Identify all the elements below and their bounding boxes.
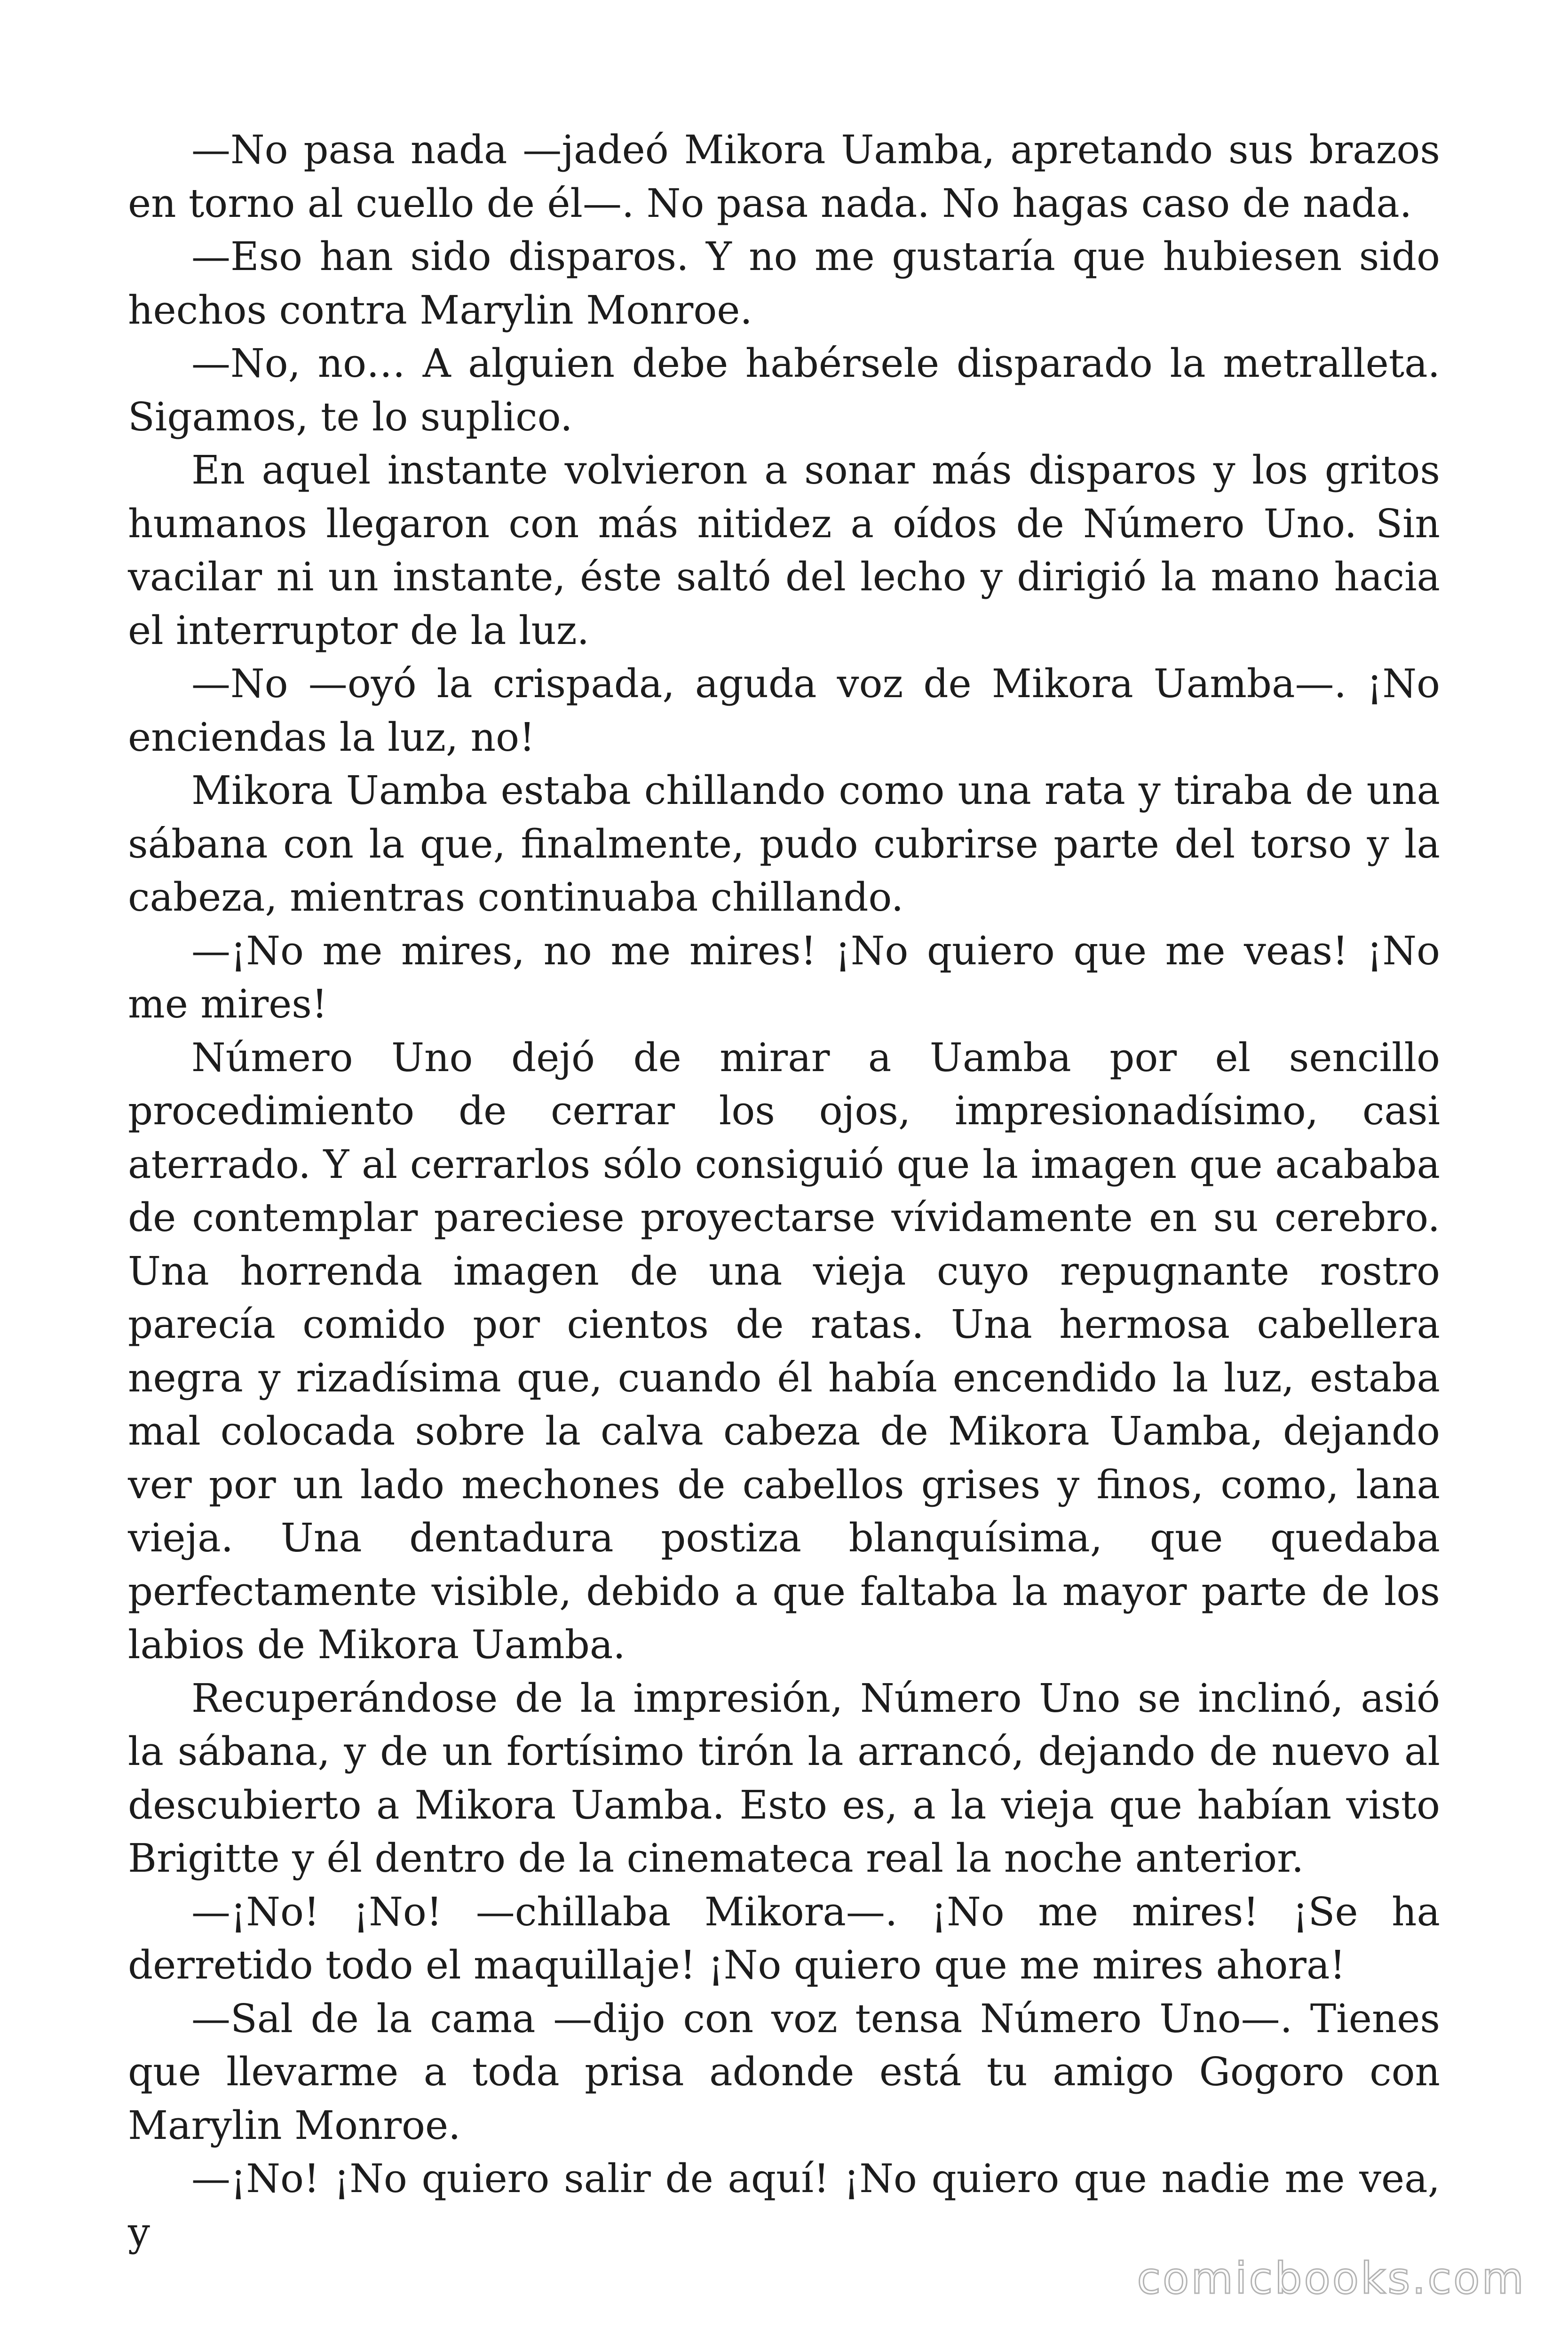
paragraph-3: —No, no… A alguien debe habérsele disparado la metralleta. Sigamos, te lo suplico. bbox=[128, 341, 1440, 440]
paragraph-5: —No —oyó la crispada, aguda voz de Mikora Uamba—. ¡No enciendas la luz, no! bbox=[128, 661, 1440, 760]
paragraph-7: —¡No me mires, no me mires! ¡No quiero que me veas! ¡No me mires! bbox=[128, 928, 1440, 1027]
paragraph-8: Número Uno dejó de mirar a Uamba por el sencillo procedimiento de cerrar los ojos, impresionadísimo, casi aterrado. Y al cerrarlos sólo consiguió que la imagen que acababa de contemplar pareciese proyectarse vívidamente en su cerebro. Una horrenda imagen de una vieja cuyo repugnante rostro parecía comido por cientos de ratas. Una hermosa cabellera negra y rizadísima que, cuando él había encendido la luz, estaba mal colocada sobre la calva cabeza de Mikora Uamba, dejando ver por un lado mechones de cabellos grises y finos, como, lana vieja. Una dentadura postiza blanquísima, que quedaba perfectamente visible, debido a que faltaba la mayor parte de los labios de Mikora Uamba. bbox=[128, 1034, 1440, 1668]
paragraph-4: En aquel instante volvieron a sonar más disparos y los gritos humanos llegaron con más nitidez a oídos de Número Uno. Sin vacilar ni un instante, éste saltó del lecho y dirigió la mano hacia el interruptor de la luz. bbox=[128, 447, 1440, 653]
paragraph-6: Mikora Uamba estaba chillando como una rata y tiraba de una sábana con la que, finalmente, pudo cubrirse parte del torso y la cabeza, mientras continuaba chillando. bbox=[128, 768, 1440, 920]
watermark: comicbooks.com bbox=[1137, 2253, 1526, 2304]
page-text-body bbox=[128, 123, 1440, 2259]
paragraph-2: —Eso han sido disparos. Y no me gustaría que hubiesen sido hechos contra Marylin Monroe. bbox=[128, 234, 1440, 333]
paragraph-1: —No pasa nada —jadeó Mikora Uamba, apretando sus brazos en torno al cuello de él—. No pasa nada. No hagas caso de nada. bbox=[128, 127, 1440, 226]
paragraph-11: —Sal de la cama —dijo con voz tensa Número Uno—. Tienes que llevarme a toda prisa adonde está tu amigo Gogoro con Marylin Monroe. bbox=[128, 1995, 1440, 2148]
paragraph-12: —¡No! ¡No quiero salir de aquí! ¡No quiero que nadie me vea, y bbox=[128, 2156, 1440, 2255]
paragraph-9: Recuperándose de la impresión, Número Uno se inclinó, asió la sábana, y de un fortísimo tirón la arrancó, dejando de nuevo al descubierto a Mikora Uamba. Esto es, a la vieja que habían visto Brigitte y él dentro de la cinemateca real la noche anterior. bbox=[128, 1675, 1440, 1881]
paragraph-10: —¡No! ¡No! —chillaba Mikora—. ¡No me mires! ¡Se ha derretido todo el maquillaje! ¡No quiero que me mires ahora! bbox=[128, 1889, 1440, 1988]
